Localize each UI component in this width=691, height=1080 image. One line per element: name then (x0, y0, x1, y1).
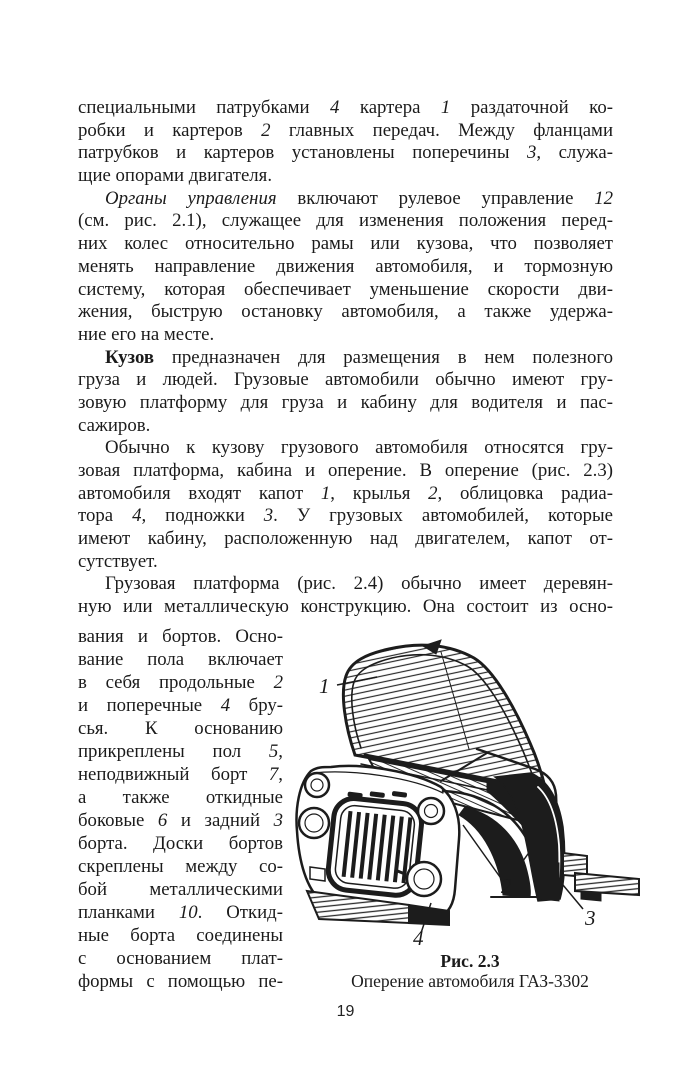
text-line: Органы управления включают рулевое управление 12 (105, 187, 613, 209)
text-line: специальными патрубками 4 картера 1 раздаточной ко- (78, 97, 613, 118)
wrapped-text-line: борта. Доски бортов (78, 832, 283, 854)
wrapped-text-line: неподвижный борт 7, (78, 763, 283, 785)
text-line: (см. рис. 2.1), служащее для изменения положения перед- (78, 210, 613, 232)
text-line: Кузов предназначен для размещения в нем полезного (105, 346, 613, 368)
wrapped-text-line: а также откидные (78, 786, 283, 808)
wrapped-text-line: скреплены между со- (78, 855, 283, 877)
figure-label-1: 1 (319, 673, 330, 698)
text-line: менять направление движения автомобиля, и тормозную (78, 255, 613, 277)
page-number: 19 (336, 1002, 355, 1020)
wrapped-text-line: бой металлическими (78, 878, 283, 900)
figure-row (78, 625, 613, 993)
wrapped-text-column (78, 625, 283, 993)
text-line: тора 4, подножки 3. У грузовых автомобилей, которые (78, 505, 613, 527)
wrapped-text-line: в себя продольные 2 (78, 671, 283, 693)
text-line: груза и людей. Грузовые автомобили обычно имеют гру- (78, 369, 613, 391)
truck-front-line-drawing (291, 631, 649, 949)
text-line: Обычно к кузову грузового автомобиля относятся гру- (105, 437, 613, 459)
wrapped-text-line: боковые 6 и задний 3 (78, 809, 283, 831)
wrapped-text-line: формы с помощью пе- (78, 970, 283, 992)
wrapped-text-line: сья. К основанию (78, 717, 283, 739)
text-line: сутствует. (78, 550, 158, 572)
wrapped-text-line: с основанием плат- (78, 947, 283, 969)
figure-label-3: 3 (585, 905, 596, 930)
text-line: зовую платформу для груза и кабину для водителя и пас- (78, 391, 613, 413)
wrapped-text-line: вание пола включает (78, 648, 283, 670)
wrapped-text-line: ные борта соединены (78, 924, 283, 946)
text-line: щие опорами двигателя. (78, 165, 273, 187)
body-text (78, 97, 613, 619)
text-line: имеют кабину, расположенную над двигателем, капот от- (78, 528, 613, 550)
text-line: автомобиля входят капот 1, крылья 2, облицовка радиа- (78, 482, 613, 504)
wrapped-text-line: планками 10. Откид- (78, 901, 283, 923)
figure-caption-text: Оперение автомобиля ГАЗ-3302 (351, 970, 589, 991)
figure-label-2: 2 (501, 873, 512, 898)
text-line: робки и картеров 2 главных передач. Между фланцами (78, 119, 613, 141)
figure-caption-number: Рис. 2.3 (440, 950, 500, 971)
text-line: них колес относительно рамы или кузова, что позволяет (78, 233, 613, 255)
text-line: ние его на месте. (78, 323, 215, 345)
text-line: ную или металлическую конструкцию. Она состоит из осно- (78, 596, 613, 618)
text-line: систему, которая обеспечивает уменьшение скорости дви- (78, 278, 613, 300)
text-line: сажиров. (78, 414, 151, 436)
text-line: зовая платформа, кабина и оперение. В оперение (рис. 2.3) (78, 460, 613, 481)
wrapped-text-line: и поперечные 4 бру- (78, 694, 283, 716)
figure-2-3 (291, 631, 649, 993)
text-line: Грузовая платформа (рис. 2.4) обычно имеет деревян- (105, 573, 613, 595)
figure-caption (291, 951, 649, 991)
wrapped-text-line: вания и бортов. Осно- (78, 625, 283, 647)
text-line: патрубков и картеров установлены поперечины 3, служа- (78, 142, 613, 164)
figure-label-4: 4 (413, 925, 424, 949)
text-line: жения, быструю остановку автомобиля, а также удержа- (78, 301, 613, 323)
wrapped-text-line: прикреплены пол 5, (78, 740, 283, 762)
